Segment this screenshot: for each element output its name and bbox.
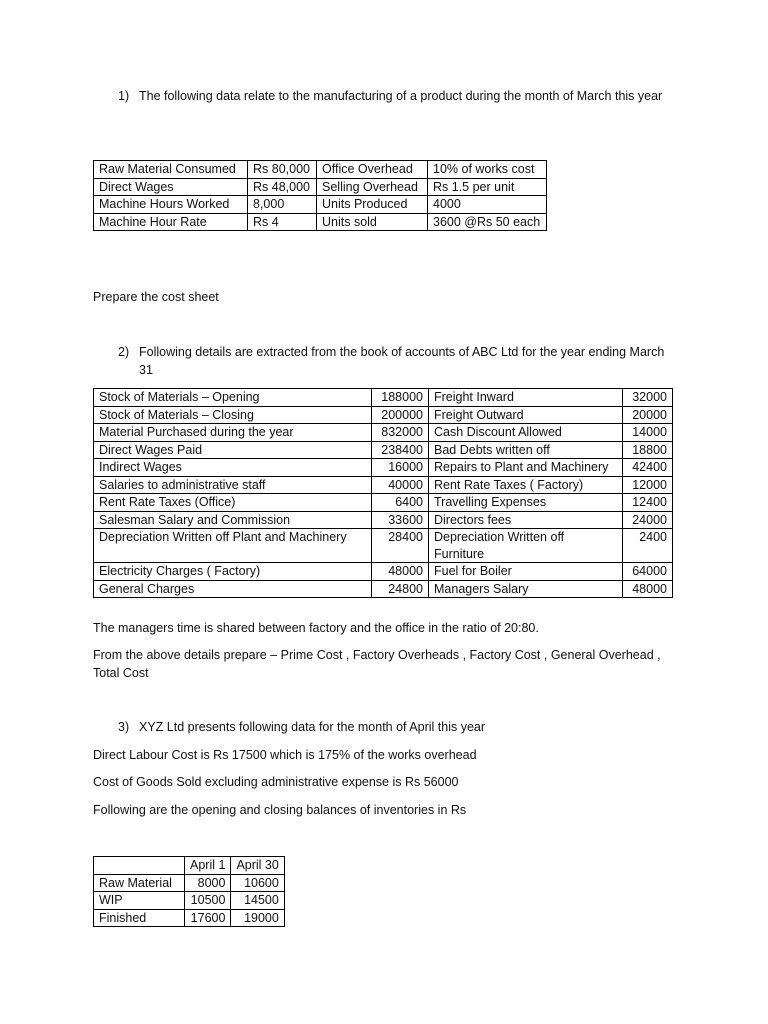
note-text: The managers time is shared between factory and the office in the ratio of 20:80. [93, 621, 539, 635]
question-text: The following data relate to the manufacturing of a product during the month of March this year [139, 89, 663, 103]
instruction-1: Prepare the cost sheet [93, 290, 219, 304]
item-label: Salesman Salary and Commission [94, 511, 372, 529]
item-label: Freight Outward [429, 406, 623, 424]
table-row [94, 892, 285, 910]
instruction-2: From the above details prepare – Prime Cost , Factory Overheads , Factory Cost , General Overhead , Total Cost [93, 648, 661, 680]
table-row [94, 406, 673, 424]
item-amount: 6400 [372, 494, 429, 512]
cost-data-table [93, 160, 547, 231]
item-label: Machine Hour Rate [94, 213, 248, 231]
item-amount: 832000 [372, 424, 429, 442]
item-amount: 64000 [623, 563, 673, 581]
table-row [94, 909, 285, 927]
item-amount: 200000 [372, 406, 429, 424]
header-row [94, 857, 285, 875]
table-row [94, 563, 673, 581]
question-text: Following details are extracted from the book of accounts of ABC Ltd for the year ending March 31 [139, 345, 665, 377]
item-label: Raw Material [94, 874, 185, 892]
item-amount: 2400 [623, 529, 673, 563]
table-row [94, 389, 673, 407]
item-amount: 17600 [185, 909, 231, 927]
question-number: 3) [118, 720, 130, 734]
item-label: Rent Rate Taxes (Office) [94, 494, 372, 512]
item-label: Freight Inward [429, 389, 623, 407]
item-value: 3600 @Rs 50 each [428, 213, 547, 231]
item-amount: 10500 [185, 892, 231, 910]
table-row [94, 441, 673, 459]
table-row [94, 511, 673, 529]
item-label: Bad Debts written off [429, 441, 623, 459]
table-row [94, 424, 673, 442]
table-row [94, 476, 673, 494]
item-label: Machine Hours Worked [94, 196, 248, 214]
item-label: Cash Discount Allowed [429, 424, 623, 442]
item-label: General Charges [94, 580, 372, 598]
item-amount: 48000 [372, 563, 429, 581]
item-amount: 42400 [623, 459, 673, 477]
item-label: Direct Wages Paid [94, 441, 372, 459]
item-label: Repairs to Plant and Machinery [429, 459, 623, 477]
column-header [94, 857, 185, 875]
item-value: Rs 1.5 per unit [428, 178, 547, 196]
item-amount: 28400 [372, 529, 429, 563]
item-amount: 8000 [185, 874, 231, 892]
table-row [94, 494, 673, 512]
item-label: Electricity Charges ( Factory) [94, 563, 372, 581]
item-label: Raw Material Consumed [94, 161, 248, 179]
question-number: 2) [118, 345, 130, 359]
item-value: Rs 4 [248, 213, 317, 231]
item-amount: 24800 [372, 580, 429, 598]
item-label: Managers Salary [429, 580, 623, 598]
item-value: Rs 48,000 [248, 178, 317, 196]
item-label: Directors fees [429, 511, 623, 529]
item-value: 4000 [428, 196, 547, 214]
question-text: XYZ Ltd presents following data for the month of April this year [139, 720, 486, 734]
item-label: Office Overhead [317, 161, 428, 179]
table-row [94, 196, 547, 214]
item-amount: 14000 [623, 424, 673, 442]
item-amount: 20000 [623, 406, 673, 424]
column-header: April 30 [231, 857, 284, 875]
table-row [94, 459, 673, 477]
item-label: Rent Rate Taxes ( Factory) [429, 476, 623, 494]
cogs-line: Cost of Goods Sold excluding administrative expense is Rs 56000 [93, 775, 459, 789]
accounts-table [93, 388, 673, 598]
labour-cost-line: Direct Labour Cost is Rs 17500 which is 175% of the works overhead [93, 748, 477, 762]
item-amount: 14500 [231, 892, 284, 910]
item-value: 8,000 [248, 196, 317, 214]
item-label: Fuel for Boiler [429, 563, 623, 581]
item-amount: 19000 [231, 909, 284, 927]
item-label: Salaries to administrative staff [94, 476, 372, 494]
item-label: Stock of Materials – Opening [94, 389, 372, 407]
item-amount: 12400 [623, 494, 673, 512]
item-label: Travelling Expenses [429, 494, 623, 512]
item-amount: 48000 [623, 580, 673, 598]
item-label: Selling Overhead [317, 178, 428, 196]
item-amount: 12000 [623, 476, 673, 494]
item-label: Indirect Wages [94, 459, 372, 477]
question-1 [118, 87, 678, 105]
item-amount: 32000 [623, 389, 673, 407]
inventory-line: Following are the opening and closing balances of inventories in Rs [93, 803, 467, 817]
table-row [94, 178, 547, 196]
table-row [94, 874, 285, 892]
item-amount: 188000 [372, 389, 429, 407]
item-label: Stock of Materials – Closing [94, 406, 372, 424]
item-amount: 10600 [231, 874, 284, 892]
question-3 [118, 718, 678, 736]
item-label: Depreciation Written off Plant and Machinery [94, 529, 372, 563]
item-label: Finished [94, 909, 185, 927]
item-amount: 16000 [372, 459, 429, 477]
item-label: Units Produced [317, 196, 428, 214]
table-row [94, 529, 673, 563]
item-label: Depreciation Written off Furniture [429, 529, 623, 563]
item-value: Rs 80,000 [248, 161, 317, 179]
item-amount: 18800 [623, 441, 673, 459]
column-header: April 1 [185, 857, 231, 875]
item-value: 10% of works cost [428, 161, 547, 179]
table-row [94, 213, 547, 231]
item-amount: 238400 [372, 441, 429, 459]
question-number: 1) [118, 89, 130, 103]
table-row [94, 580, 673, 598]
question-2 [118, 343, 678, 379]
item-label: Material Purchased during the year [94, 424, 372, 442]
item-amount: 24000 [623, 511, 673, 529]
item-label: WIP [94, 892, 185, 910]
table-row [94, 161, 547, 179]
item-label: Direct Wages [94, 178, 248, 196]
inventory-table [93, 856, 285, 927]
item-amount: 40000 [372, 476, 429, 494]
item-label: Units sold [317, 213, 428, 231]
item-amount: 33600 [372, 511, 429, 529]
